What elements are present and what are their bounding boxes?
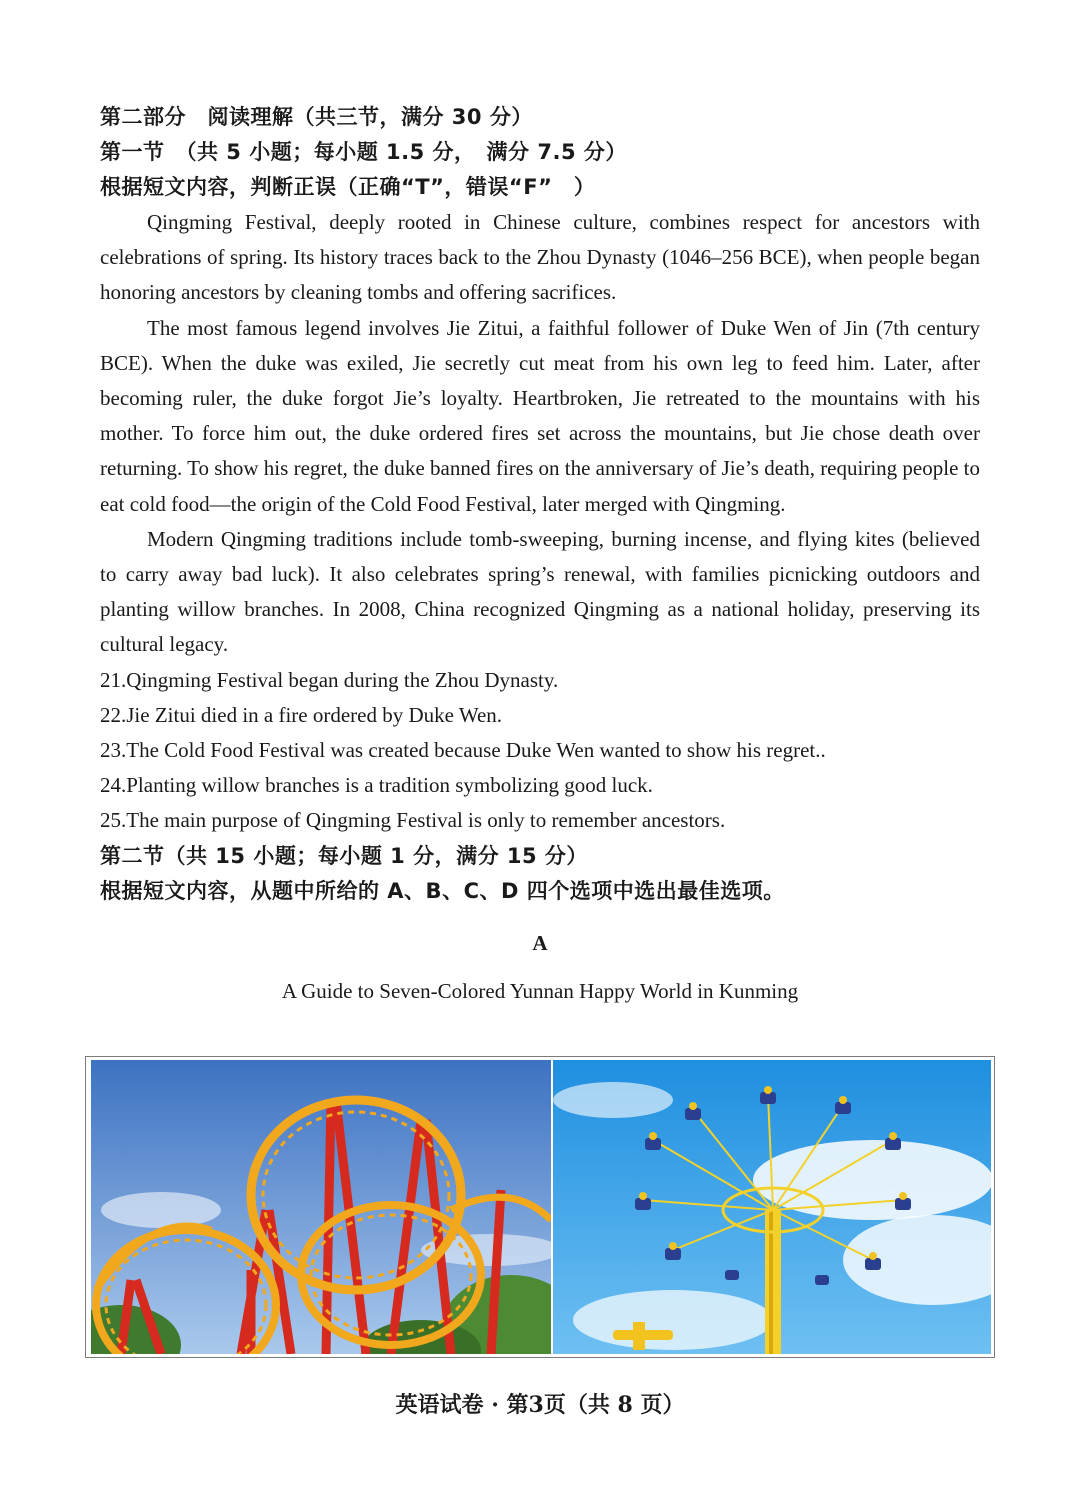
section1-heading: 第一节 （共 5 小题；每小题 1.5 分， 满分 7.5 分） [100, 140, 627, 164]
question-23: 23.The Cold Food Festival was created because Duke Wen wanted to show his regret.. [100, 738, 826, 763]
question-22: 22.Jie Zitui died in a fire ordered by Duke Wen. [100, 702, 503, 727]
part-heading: 第二部分 阅读理解（共三节，满分 30 分） [100, 105, 533, 129]
section2-instruction: 根据短文内容，从题中所给的 A、B、C、D 四个选项中选出最佳选项。 [100, 878, 785, 903]
section1-instruction: 根据短文内容，判断正误（正确“T”，错误“F” ） [100, 175, 596, 199]
swing-ride-illustration [553, 1060, 991, 1354]
passage-a-letter: A [532, 930, 548, 955]
question-25: 25.The main purpose of Qingming Festival is only to remember ancestors. [100, 808, 726, 833]
question-24: 24.Planting willow branches is a tradition symbolizing good luck. [100, 773, 653, 798]
passage-a-title: A Guide to Seven-Colored Yunnan Happy World in Kunming [281, 978, 799, 1003]
swing-ride-photo [553, 1060, 991, 1354]
question-21: 21.Qingming Festival began during the Zhou Dynasty. [100, 667, 559, 692]
section2-heading: 第二节（共 15 小题；每小题 1 分，满分 15 分） [100, 843, 588, 868]
roller-coaster-photo [91, 1060, 551, 1354]
exam-page [100, 100, 980, 1009]
photo-strip [85, 1056, 995, 1358]
page-footer: 英语试卷 · 第3页（共 8 页） [395, 1392, 685, 1418]
passage-paragraph-1: Qingming Festival, deeply rooted in Chinese culture, combines respect for ancestors with celebrations of spring. Its history traces back to the Zhou Dynasty (1046–256 BCE), when people began honoring ancestors by cleaning tombs and offering sacrifices. [100, 210, 980, 305]
passage-paragraph-2: The most famous legend involves Jie Zitui, a faithful follower of Duke Wen of Jin (7th century BCE). When the duke was exiled, Jie secretly cut meat from his own leg to feed him. Later, after becoming ruler, the duke forgot Jie’s loyalty. Heartbroken, Jie retreated to the mountains with his mother. To force him out, the duke ordered fires set across the mountains, but Jie chose death over returning. To show his regret, the duke banned fires on the anniversary of Jie’s death, requiring people to eat cold food—the origin of the Cold Food Festival, later merged with Qingming. [100, 315, 980, 516]
passage-paragraph-3: Modern Qingming traditions include tomb-sweeping, burning incense, and flying kites (believed to carry away bad luck). It also celebrates spring’s renewal, with families picnicking outdoors and planting willow branches. In 2008, China recognized Qingming as a national holiday, preserving its cultural legacy. [100, 526, 980, 657]
roller-coaster-illustration [91, 1060, 551, 1354]
